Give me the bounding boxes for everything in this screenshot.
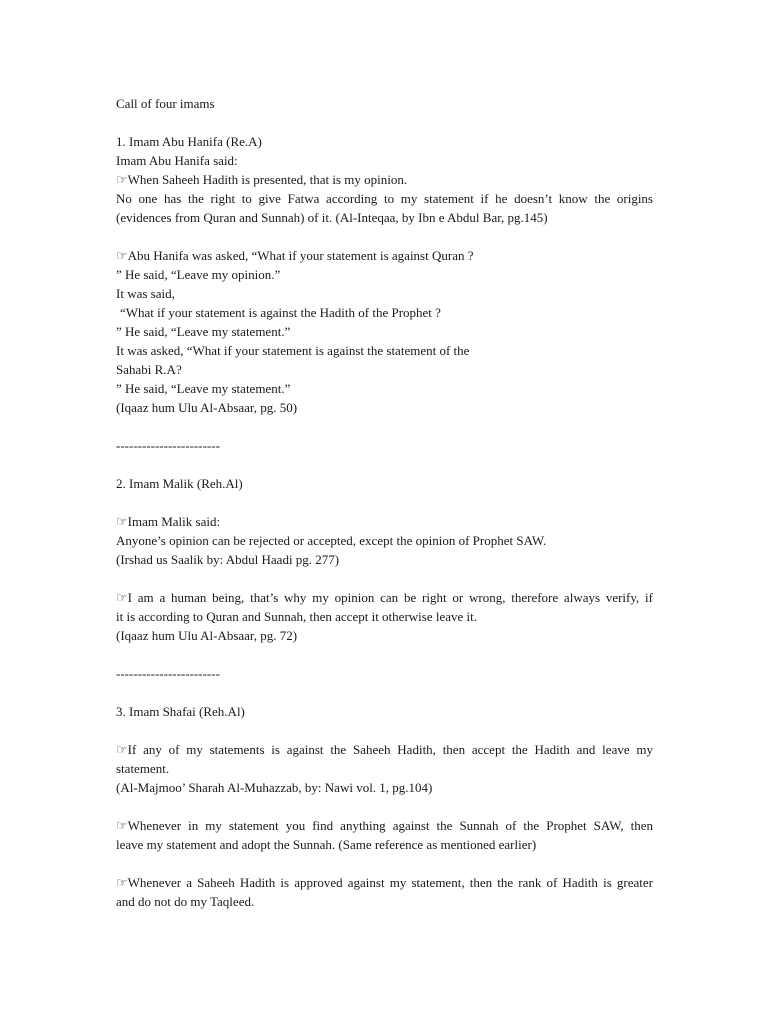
section-separator: ------------------------: [116, 666, 220, 681]
text-line: No one has the right to give Fatwa according to my statement if he doesn’t know the origins: [116, 191, 653, 206]
text-line: (evidences from Quran and Sunnah) of it. (Al-Inteqaa, by Ibn e Abdul Bar, pg.145): [116, 210, 548, 225]
text-line: “What if your statement is against the Hadith of the Prophet ?: [120, 305, 441, 320]
section-heading-shafai: 3. Imam Shafai (Reh.Al): [116, 704, 245, 719]
text-line: ☞Whenever a Saheeh Hadith is approved against my statement, then the rank of Hadith is greater: [116, 875, 653, 890]
text-line: (Al-Majmoo’ Sharah Al-Muhazzab, by: Nawi vol. 1, pg.104): [116, 780, 433, 795]
text-line: it is according to Quran and Sunnah, then accept it otherwise leave it.: [116, 609, 477, 624]
text-line: and do not do my Taqleed.: [116, 894, 255, 909]
text-line: (Iqaaz hum Ulu Al-Absaar, pg. 50): [116, 400, 298, 415]
text-line: ” He said, “Leave my statement.”: [116, 381, 291, 396]
text-line: Anyone’s opinion can be rejected or accepted, except the opinion of Prophet SAW.: [116, 533, 547, 548]
text-line: It was said,: [116, 286, 175, 301]
document-title: Call of four imams: [116, 96, 215, 111]
text-line: ☞When Saheeh Hadith is presented, that is my opinion.: [116, 172, 408, 187]
section-separator: ------------------------: [116, 438, 220, 453]
text-line: (Irshad us Saalik by: Abdul Haadi pg. 277): [116, 552, 340, 567]
text-line: (Iqaaz hum Ulu Al-Absaar, pg. 72): [116, 628, 298, 643]
text-line: ” He said, “Leave my statement.”: [116, 324, 291, 339]
text-line: It was asked, “What if your statement is against the statement of the: [116, 343, 470, 358]
text-line: leave my statement and adopt the Sunnah. (Same reference as mentioned earlier): [116, 837, 537, 852]
section-heading-abu-hanifa: 1. Imam Abu Hanifa (Re.A): [116, 134, 262, 149]
text-line: statement.: [116, 761, 170, 776]
text-line: ☞Abu Hanifa was asked, “What if your statement is against Quran ?: [116, 248, 474, 263]
text-line: ” He said, “Leave my opinion.”: [116, 267, 281, 282]
section-heading-malik: 2. Imam Malik (Reh.Al): [116, 476, 243, 491]
text-line: ☞If any of my statements is against the Saheeh Hadith, then accept the Hadith and leave my: [116, 742, 653, 757]
text-line: ☞Whenever in my statement you find anything against the Sunnah of the Prophet SAW, then: [116, 818, 653, 833]
section-intro: Imam Abu Hanifa said:: [116, 153, 238, 168]
text-line: Sahabi R.A?: [116, 362, 182, 377]
text-line: ☞I am a human being, that’s why my opinion can be right or wrong, therefore always verify, if: [116, 590, 653, 605]
text-line: ☞Imam Malik said:: [116, 514, 221, 529]
